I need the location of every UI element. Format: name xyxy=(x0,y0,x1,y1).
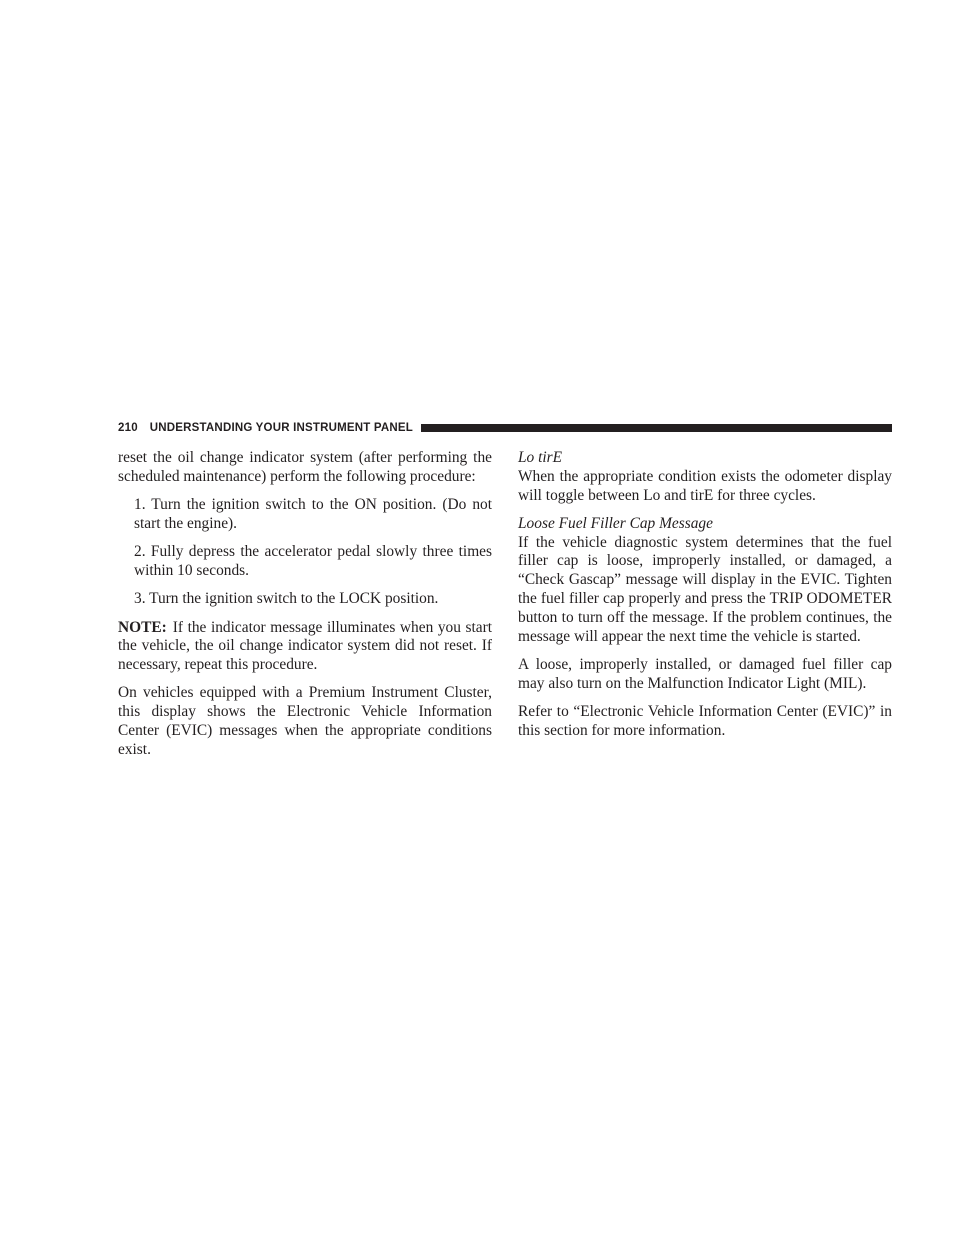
page-number: 210 xyxy=(118,422,138,434)
note-text: If the indicator message illuminates when you start the vehicle, the oil change indicator system did not reset. If necessary, repeat this procedure. xyxy=(118,618,492,674)
refer-paragraph: Refer to “Electronic Vehicle Information Center (EVIC)” in this section for more information. xyxy=(518,703,892,739)
procedure-step-1: 1. Turn the ignition switch to the ON position. (Do not start the engine). xyxy=(134,496,492,532)
mil-paragraph: A loose, improperly installed, or damaged fuel filler cap may also turn on the Malfunction Indicator Light (MIL). xyxy=(518,655,892,692)
lo-tire-heading: Lo tirE xyxy=(518,449,563,466)
note-paragraph xyxy=(118,619,492,675)
fuel-cap-paragraph: If the vehicle diagnostic system determines that the fuel filler cap is loose, improperly installed, or damaged, a “Check Gascap” message will display in the EVIC. Tighten the fuel filler cap properly and press the TRIP ODOMETER button to turn off the message. If the problem continues, the message will appear the next time the vehicle is started. xyxy=(518,533,892,645)
header-rule xyxy=(421,424,892,432)
section-title: UNDERSTANDING YOUR INSTRUMENT PANEL xyxy=(149,422,413,434)
page-header xyxy=(118,420,892,436)
intro-paragraph: reset the oil change indicator system (after performing the scheduled maintenance) perform the following procedure: xyxy=(118,449,492,485)
right-column xyxy=(518,449,892,750)
procedure-step-2: 2. Fully depress the accelerator pedal slowly three times within 10 seconds. xyxy=(134,543,492,579)
fuel-cap-heading: Loose Fuel Filler Cap Message xyxy=(518,514,713,532)
evic-paragraph: On vehicles equipped with a Premium Instrument Cluster, this display shows the Electronic Vehicle Information Center (EVIC) messages when the appropriate conditions exist. xyxy=(118,684,492,758)
note-label: NOTE: xyxy=(118,618,167,636)
lo-tire-paragraph: When the appropriate condition exists the odometer display will toggle between Lo and tirE for three cycles. xyxy=(518,467,892,504)
left-column xyxy=(118,449,492,769)
procedure-step-3: 3. Turn the ignition switch to the LOCK position. xyxy=(134,590,439,608)
